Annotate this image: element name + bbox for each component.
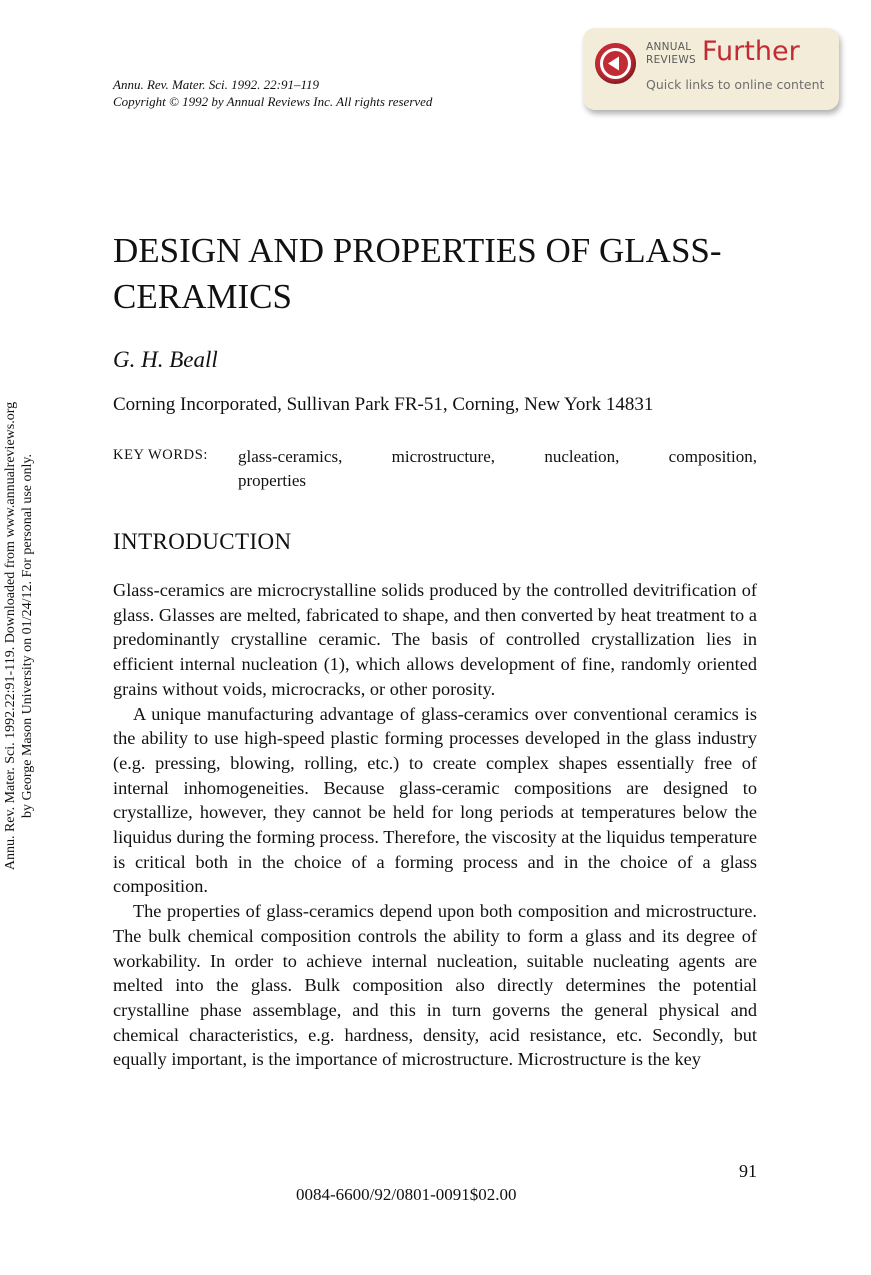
keywords-list: glass-ceramics, microstructure, nucleation, composition, bbox=[238, 447, 757, 466]
keywords-list-continued: properties bbox=[238, 471, 306, 490]
download-watermark bbox=[2, 356, 42, 916]
watermark-line: Annu. Rev. Mater. Sci. 1992.22:91-119. Downloaded from www.annualreviews.org bbox=[3, 401, 18, 871]
paragraph: The properties of glass-ceramics depend upon both composition and microstructure. The bulk chemical composition controls the ability to form a glass and its degree of workability. In order to achieve internal nucleation, suitable nucleating agents are melted into the glass. Bulk composition also directly determines the potential crystalline phase assemblage, and this in turn governs the general physical and chemical characteristics, e.g. hardness, density, acid resistance, etc. Secondly, but equally important, is the importance of microstructure. Microstructure is the key bbox=[113, 901, 757, 1070]
further-reviews-badge[interactable] bbox=[583, 28, 839, 110]
author-name: G. H. Beall bbox=[113, 347, 218, 372]
section-heading: INTRODUCTION bbox=[113, 529, 292, 554]
article-body bbox=[113, 578, 757, 1072]
article-code: 0084-6600/92/0801-0091$02.00 bbox=[296, 1185, 517, 1204]
journal-citation-header bbox=[113, 76, 432, 110]
copyright-line: Copyright © 1992 by Annual Reviews Inc. All rights reserved bbox=[113, 94, 433, 109]
keywords-label: KEY WORDS: bbox=[113, 447, 209, 463]
article-title: DESIGN AND PROPERTIES OF GLASS-CERAMICS bbox=[113, 231, 722, 316]
further-label: Further bbox=[702, 36, 800, 67]
watermark-line: by George Mason University on 01/24/12. For personal use only. bbox=[20, 454, 35, 818]
paragraph: Glass-ceramics are microcrystalline solids produced by the controlled devitrification of glass. Glasses are melted, fabricated to shape, and then converted by heat treatment to a predominantly crystalline ceramic. The basis of controlled crystallization lies in efficient internal nucleation (1), which allows development of fine, randomly oriented grains without voids, microcracks, or other porosity. bbox=[113, 580, 757, 699]
reviews-label: REVIEWS bbox=[646, 53, 696, 66]
annual-reviews-wordmark bbox=[646, 41, 696, 66]
further-tagline: Quick links to online content bbox=[646, 77, 825, 92]
citation-line: Annu. Rev. Mater. Sci. 1992. 22:91–119 bbox=[113, 77, 320, 92]
play-back-icon bbox=[595, 43, 636, 84]
page-number: 91 bbox=[739, 1161, 757, 1181]
annual-label: ANNUAL bbox=[646, 41, 692, 53]
paragraph: A unique manufacturing advantage of glass-ceramics over conventional ceramics is the ability to use high-speed plastic forming processes developed in the glass industry (e.g. pressing, blowing, rolling, etc.) to create complex shapes essentially free of internal inhomogeneities. Because glass-ceramic compositions are designed to crystallize, however, they cannot be held for long periods at temperatures below the liquidus during the forming process. Therefore, the viscosity at the liquidus temperature is critical both in the choice of a forming process and in the choice of a glass composition. bbox=[113, 703, 757, 897]
author-affiliation: Corning Incorporated, Sullivan Park FR-51, Corning, New York 14831 bbox=[113, 394, 654, 415]
